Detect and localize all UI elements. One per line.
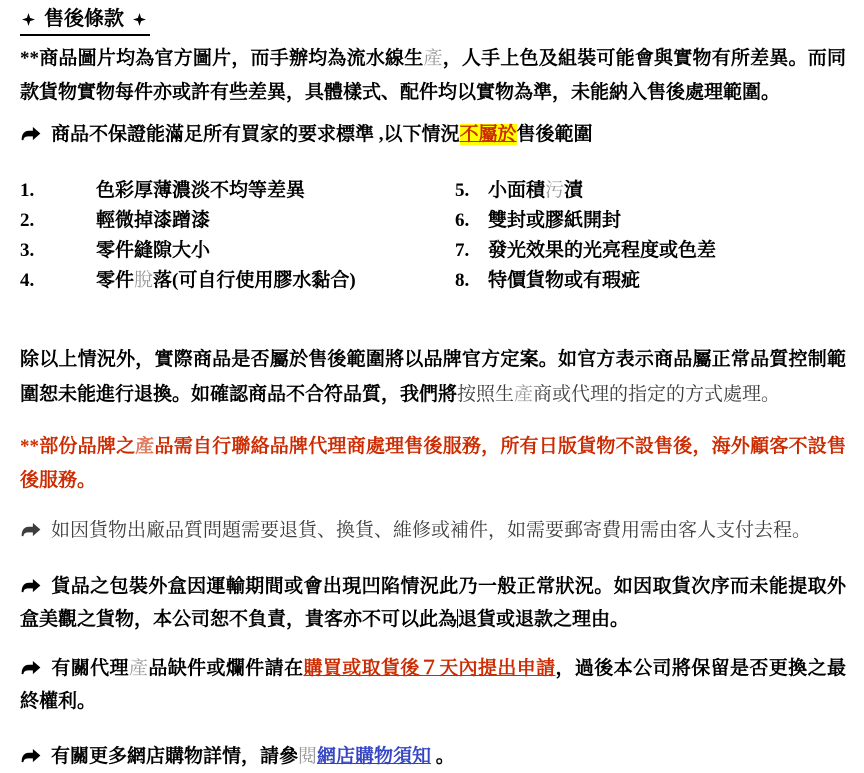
item-number: 3.	[20, 240, 35, 261]
text-segment: 零件縫隙大小	[96, 240, 211, 261]
list-item	[455, 236, 846, 266]
item-text	[96, 210, 210, 231]
text-segment: 閱	[298, 746, 318, 767]
text-segment: 產	[128, 658, 149, 679]
text-segment: 按照生	[457, 384, 515, 405]
text-segment: 小面積	[488, 180, 546, 201]
right-arrow-icon	[20, 660, 42, 675]
text-segment: 落(可自行使用膠水黏合)	[153, 270, 356, 291]
claim-text	[51, 124, 593, 145]
text-segment: ，人手上色及組裝可能會與實物有所差異。而同款貨物實物每件亦或許有些差異，具體樣式、配件均以實物為準，未能納入售後處理範圍。	[20, 48, 846, 103]
item-text	[488, 180, 583, 201]
item-number: 6.	[455, 210, 470, 231]
intro-paragraph	[20, 42, 846, 110]
item-text	[96, 180, 305, 201]
four-pointed-star-icon	[133, 13, 146, 26]
item-number: 8.	[455, 270, 470, 291]
item-text	[488, 240, 716, 261]
text-segment: 除以上情況外，實際商品是否屬於售後範圍將以品牌官方定案。如官方表示商品屬正常品質控制範圍恕未能進行退換。如確認商品不合符品質，我們將	[20, 349, 846, 405]
right-arrow-icon	[20, 522, 42, 537]
brand-notice-paragraph	[20, 430, 846, 498]
decision-paragraph	[20, 342, 846, 412]
packaging-text	[20, 576, 846, 630]
list-item	[20, 206, 455, 236]
item-text	[96, 270, 356, 291]
agent-text	[20, 658, 846, 712]
text-segment: **商品圖片均為官方圖片，而手辦均為流水線生	[20, 48, 424, 69]
not-covered-highlight: 不屬於	[459, 124, 517, 145]
item-number: 4.	[20, 270, 35, 291]
text-segment: 產	[135, 436, 155, 457]
text-segment: 漬	[564, 180, 584, 201]
list-item	[455, 206, 846, 236]
text-segment: 產	[423, 48, 443, 69]
four-pointed-star-icon	[22, 13, 35, 26]
text-segment: 雙封或膠紙開封	[488, 210, 622, 231]
right-arrow-icon	[20, 126, 42, 141]
more-info-text	[51, 746, 455, 767]
page-title-inner	[20, 6, 150, 36]
text-segment: 如因貨物出廠品質問題需要退貨、換貨、維修或補件，如需要郵寄費用需由客人支付去程。	[51, 520, 812, 541]
more-info-paragraph	[20, 742, 846, 772]
text-segment: 特價貨物或有瑕疵	[488, 270, 641, 291]
returns-paragraph	[20, 516, 846, 546]
text-segment: ，過後本公司將保留是否更換之最終權利。	[20, 658, 846, 712]
item-number: 2.	[20, 210, 35, 231]
list-item	[20, 236, 455, 266]
apply-deadline-emphasis: 購買或取貨後７天內提出申請	[303, 658, 556, 679]
item-text	[488, 270, 640, 291]
right-arrow-icon	[20, 748, 42, 763]
text-segment: 色彩厚薄濃淡不均等差異	[96, 180, 306, 201]
list-item	[455, 266, 846, 296]
text-segment: 售後範圍	[516, 124, 593, 145]
text-segment: 發光效果的光亮程度或色差	[488, 240, 717, 261]
text-segment: 商或代理的指定的方式處理。	[533, 384, 781, 405]
text-segment: 品缺件或爛件請在	[148, 658, 304, 679]
returns-text	[51, 520, 811, 541]
text-segment: **部份品牌之	[20, 436, 136, 457]
text-segment: 貨品之包裝外盒因運輸期間或會出現凹陷情況此乃一般正常狀況。如因取貨次序而未能提取外盒美觀之貨物，本公司恕不負責，貴客亦不可以此為	[20, 576, 846, 630]
shop-guide-link[interactable]: 網店購物須知	[317, 746, 432, 767]
text-segment: 有關代理	[51, 658, 129, 679]
packaging-paragraph	[20, 570, 846, 636]
item-number: 7.	[455, 240, 470, 261]
claim-paragraph	[20, 120, 846, 150]
text-segment: 退貨或退款之理由。	[458, 609, 630, 630]
list-item	[20, 266, 455, 296]
text-segment: 脫	[134, 270, 154, 291]
page-title-text: 售後條款	[44, 8, 124, 30]
text-segment: 。	[431, 746, 455, 767]
list-item	[455, 176, 846, 206]
agent-paragraph	[20, 652, 846, 718]
item-text	[488, 210, 621, 231]
text-segment: 產	[514, 384, 534, 405]
item-number: 1.	[20, 180, 35, 201]
exclusion-list	[20, 176, 846, 296]
text-segment: 輕微掉漆蹭漆	[96, 210, 211, 231]
text-segment: 零件	[96, 270, 135, 291]
text-segment: 商品不保證能滿足所有買家的要求標準 ,以下情況	[51, 124, 460, 145]
item-text	[96, 240, 210, 261]
text-segment: 品需自行聯絡品牌代理商處理售後服務，所有日版貨物不設售後，海外顧客不設售後服務。	[20, 436, 846, 491]
list-item	[20, 176, 455, 206]
page-title	[20, 6, 846, 36]
item-number: 5.	[455, 180, 470, 201]
right-arrow-icon	[20, 578, 42, 593]
text-segment: 有關更多網店購物詳情，請參	[51, 746, 299, 767]
text-segment: 污	[545, 180, 565, 201]
